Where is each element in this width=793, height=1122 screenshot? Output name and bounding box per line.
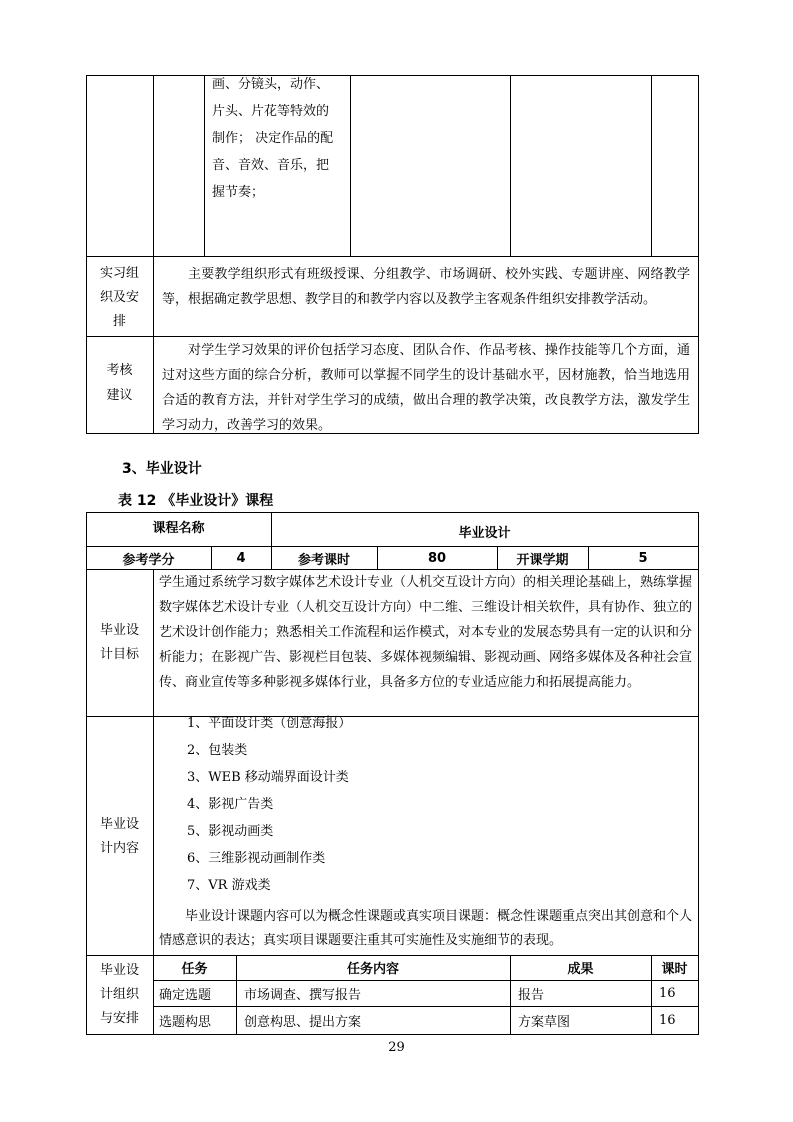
list-item: 4、影视广告类 (187, 797, 274, 812)
section-heading: 3、毕业设计 (122, 461, 202, 477)
arrange-header-content: 任务内容 (346, 962, 399, 977)
list-item: 7、VR 游戏类 (187, 878, 271, 893)
arrange-cell-content: 市场调查、撰写报告 (244, 987, 362, 1003)
continued-line: 制作； 决定作品的配 (212, 131, 334, 146)
goal-text: 学生通过系统学习数字媒体艺术设计专业（人机交互设计方向）的相关理论基础上，熟练掌握数字媒体艺术设计专业（人机交互设计方向）中二维、三维设计相关软件，具有协作、独立的艺术设计创作能力；熟悉相关工作流程和运作模式，对本专业的发展态势具有一定的认识和分析能力；在影视广告、影视栏目包装、多媒体视频编辑、影视动画、网络多媒体及各种社会宣传、商业宣传等多种影视多媒体行业，具备多方位的专业适应能力和拓展提高能力。 (159, 575, 693, 690)
arrange-cell-result: 方案草图 (518, 1014, 571, 1030)
arrange-cell-content: 创意构思、提出方案 (244, 1014, 362, 1030)
arrange-cell-task: 选题构思 (159, 1014, 212, 1030)
list-item: 1、平面设计类（创意海报） (187, 716, 352, 731)
credit-value: 4 (236, 550, 246, 566)
arrange-header-hours: 课时 (661, 962, 688, 977)
list-item: 5、影视动画类 (187, 824, 274, 839)
continued-line: 音、音效、音乐，把 (212, 158, 330, 173)
assess-text: 对学生学习效果的评价包括学习态度、团队合作、作品考核、操作技能等几个方面，通过对这些方面的综合分析，教师可以掌握不同学生的设计基础水平，因材施教，恰当地选用合适的教育方法，并针对学生学习的成绩，做出合理的教学决策，改良教学方法，激发学生学习动力，改善学习的效果。 (162, 343, 690, 433)
content-note: 毕业设计课题内容可以为概念性课题或真实项目课题：概念性课题重点突出其创意和个人情感意识的表达；真实项目课题要注重其可实施性及实施细节的表现。 (159, 909, 693, 948)
list-item: 3、WEB 移动端界面设计类 (187, 770, 349, 785)
org-text: 主要教学组织形式有班级授课、分组教学、市场调研、校外实践、专题讲座、网络教学等，根据确定教学思想、教学目的和教学内容以及教学主客观条件组织安排教学活动。 (162, 267, 690, 307)
credit-label: 参考学分 (122, 552, 175, 568)
course-name-value: 毕业设计 (458, 525, 511, 541)
arrange-cell-result: 报告 (518, 987, 545, 1003)
arrange-header-result: 成果 (567, 962, 594, 977)
course-name-label: 课程名称 (152, 520, 205, 536)
list-item: 6、三维影视动画制作类 (187, 851, 326, 866)
arrange-cell-hours: 16 (659, 985, 676, 1001)
continued-line: 片头、片花等特效的 (212, 104, 330, 119)
hours-label: 参考课时 (297, 552, 350, 568)
arrange-header-task: 任务 (181, 962, 208, 977)
list-item: 2、包装类 (187, 743, 248, 758)
table-caption: 表 12 《毕业设计》课程 (118, 493, 274, 509)
continued-line: 画、分镜头，动作、 (212, 77, 330, 92)
continued-line: 握节奏； (212, 185, 265, 200)
page-number: 29 (388, 1040, 405, 1055)
term-value: 5 (638, 550, 648, 566)
hours-value: 80 (427, 550, 447, 566)
arrange-cell-hours: 16 (659, 1012, 676, 1028)
term-label: 开课学期 (516, 552, 569, 568)
arrange-cell-task: 确定选题 (159, 987, 212, 1003)
